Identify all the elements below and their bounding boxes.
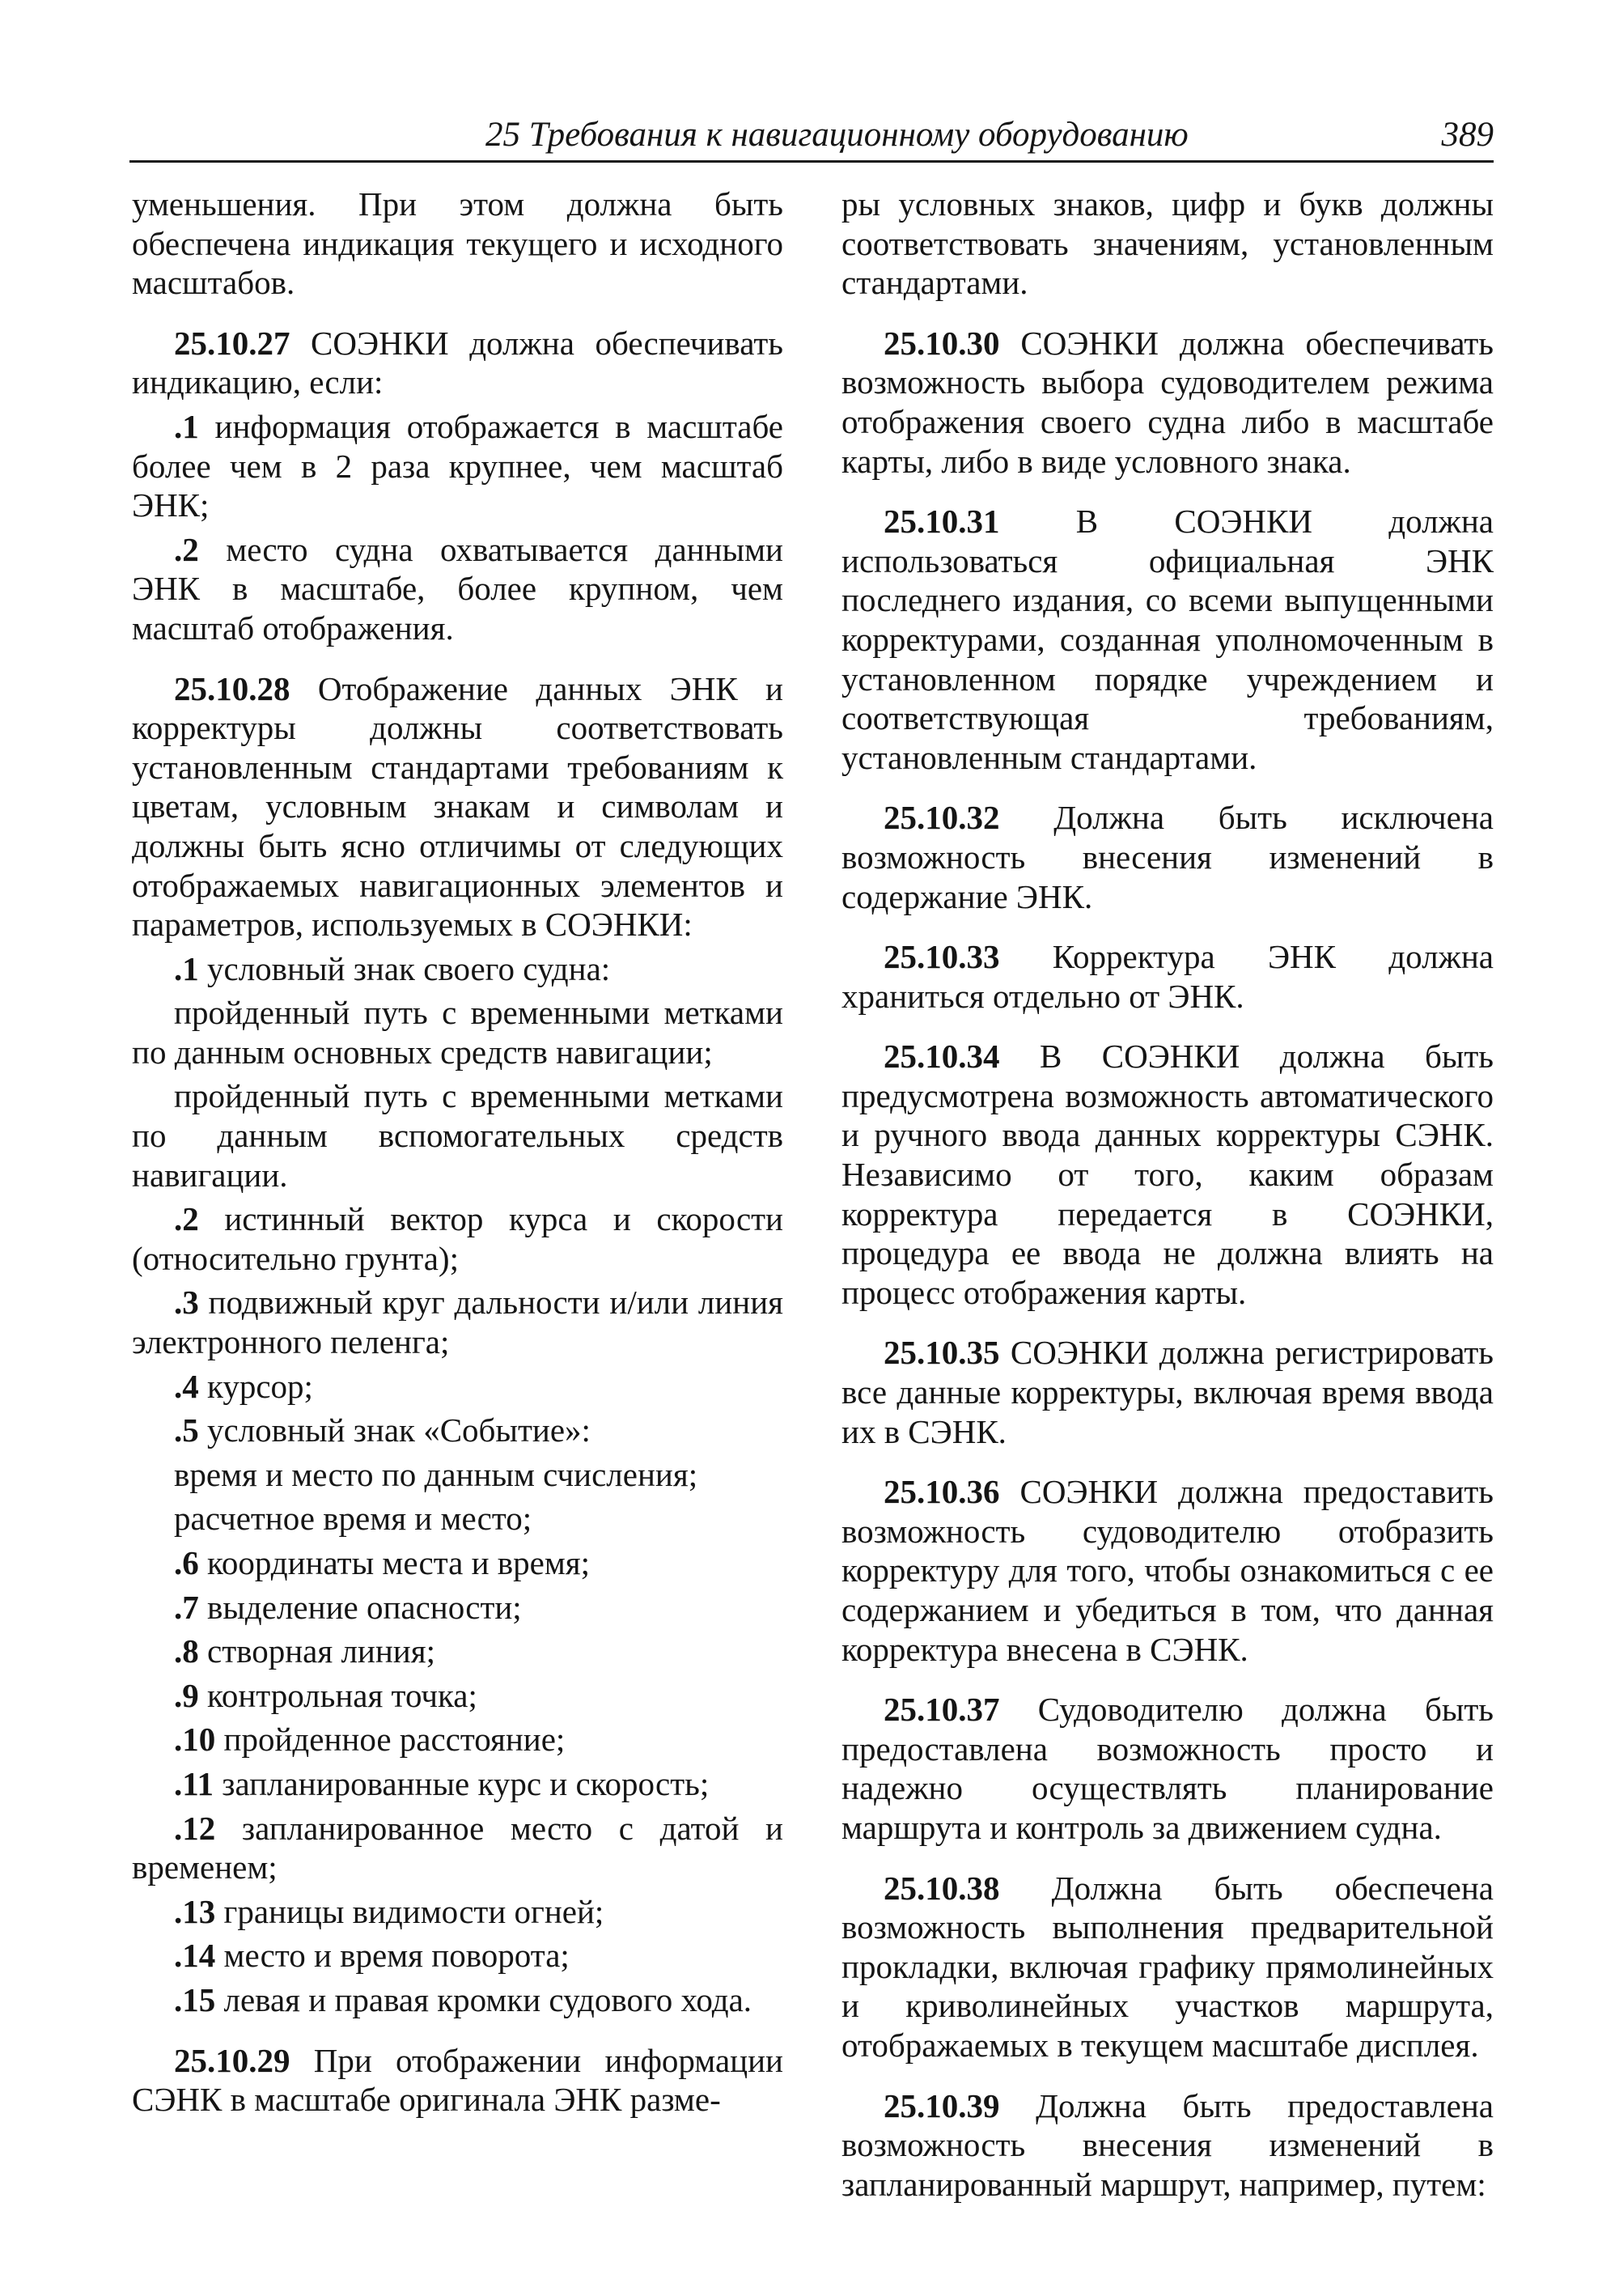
item-number: .12	[174, 1809, 216, 1847]
left-list-item	[132, 1543, 783, 1583]
item-number: .3	[174, 1284, 199, 1322]
right-column	[841, 185, 1494, 2204]
left-list-item	[132, 1455, 783, 1495]
paragraph-text: Должна быть обеспечена возможность выполнения предварительной прокладки, включая графику прямолинейных и криволинейных участков маршрута, отображаемых в текущем масштабе дисплея.	[841, 1869, 1494, 2064]
right-continued-text	[841, 185, 1494, 303]
item-number: 25.10.30	[884, 324, 1000, 362]
left-list-item	[132, 1367, 783, 1407]
left-list-item	[132, 1283, 783, 1361]
paragraph-text: ры условных знаков, цифр и букв должны соответствовать значениям, установленным стандартами.	[841, 185, 1494, 302]
item-number: 25.10.34	[884, 1038, 1000, 1076]
paragraph-text: створная линия;	[198, 1632, 435, 1670]
left-list-item	[132, 1411, 783, 1450]
left-list-item	[132, 1764, 783, 1804]
item-number: .6	[174, 1544, 199, 1581]
right-section-paragraph	[841, 2086, 1494, 2205]
item-number: 25.10.38	[884, 1869, 1000, 1907]
right-section-paragraph	[841, 324, 1494, 481]
right-section-paragraph	[841, 1690, 1494, 1847]
paragraph-text: СОЭНКИ должна предоставить возможность судоводителю отобразить корректуру для того, чтобы ознакомиться с ее содержанием и убедиться в том, что данная корректура внесена в СЭНК.	[841, 1473, 1494, 1668]
item-number: .5	[174, 1411, 199, 1449]
paragraph-text: истинный вектор курса и скорости (относительно грунта);	[132, 1200, 783, 1277]
left-section-paragraph	[132, 2041, 783, 2120]
item-number: 25.10.27	[174, 324, 290, 362]
left-list-item	[132, 1720, 783, 1759]
paragraph-text: запланированное место с датой и временем;	[132, 1809, 783, 1886]
item-number: 25.10.37	[884, 1691, 1000, 1729]
right-section-paragraph	[841, 1037, 1494, 1312]
right-section-paragraph	[841, 798, 1494, 916]
paragraph-text: информация отображается в масштабе более чем в 2 раза крупнее, чем масштаб ЭНК;	[132, 407, 783, 524]
paragraph-text: Судоводителю должна быть предоставлена возможность просто и надежно осуществлять планирование маршрута и контроль за движением судна.	[841, 1691, 1494, 1846]
paragraph-text: уменьшения. При этом должна быть обеспечена индикация текущего и исходного масштабов.	[132, 185, 783, 302]
item-number: .15	[174, 1980, 216, 2018]
paragraph-text: выделение опасности;	[198, 1588, 522, 1626]
paragraph-text: Должна быть предоставлена возможность внесения изменений в запланированный маршрут, например, путем:	[841, 2086, 1494, 2203]
left-list-item	[132, 1588, 783, 1628]
paragraph-text: СОЭНКИ должна обеспечивать возможность выбора судоводителем режима отображения своего судна либо в масштабе карты, либо в виде условного знака.	[841, 324, 1494, 480]
left-section-paragraph	[132, 669, 783, 944]
paragraph-text: В СОЭНКИ должна быть предусмотрена возможность автоматического и ручного ввода данных корректуры СЭНК. Независимо от того, каким образам корректура передается в СОЭНКИ, процедура ее ввода не должна влиять на процесс отображения карты.	[841, 1038, 1494, 1311]
left-list-item	[132, 1076, 783, 1195]
right-section-paragraph	[841, 937, 1494, 1016]
right-section-paragraph	[841, 1472, 1494, 1669]
item-number: .8	[174, 1632, 199, 1670]
header-title: 25 Требования к навигационному оборудованию	[485, 116, 1189, 154]
item-number: 25.10.35	[884, 1334, 1000, 1372]
left-continued-text	[132, 185, 783, 303]
item-number: 25.10.32	[884, 799, 1000, 837]
item-number: .13	[174, 1892, 216, 1930]
item-number: 25.10.36	[884, 1473, 1000, 1511]
paragraph-text: границы видимости огней;	[215, 1892, 604, 1930]
item-number: .4	[174, 1367, 199, 1405]
item-number: .1	[174, 407, 199, 445]
paragraph-text: Корректура ЭНК должна храниться отдельно от ЭНК.	[841, 938, 1494, 1015]
paragraph-text: СОЭНКИ должна регистрировать все данные корректуры, включая время ввода их в СЭНК.	[841, 1334, 1494, 1450]
left-list-item	[132, 1199, 783, 1278]
item-number: .2	[174, 1200, 199, 1238]
item-number: .2	[174, 530, 199, 568]
left-list-item	[132, 993, 783, 1072]
paragraph-text: условный знак своего судна:	[198, 949, 611, 987]
right-section-paragraph	[841, 1333, 1494, 1451]
item-number: .1	[174, 949, 199, 987]
page-number: 389	[1441, 116, 1494, 154]
paragraph-text: время и место по данным счисления;	[174, 1455, 698, 1493]
paragraph-text: Должна быть исключена возможность внесения изменений в содержание ЭНК.	[841, 799, 1494, 915]
left-list-item	[132, 407, 783, 525]
paragraph-text: пройденный путь с временными метками по данным вспомогательных средств навигации.	[132, 1077, 783, 1194]
paragraph-text: место и время поворота;	[215, 1937, 570, 1975]
paragraph-text: пройденное расстояние;	[215, 1721, 566, 1759]
paragraph-text: подвижный круг дальности и/или линия электронного пеленга;	[132, 1284, 783, 1361]
paragraph-text: контрольная точка;	[198, 1676, 477, 1714]
item-number: .10	[174, 1721, 216, 1759]
paragraph-text: расчетное время и место;	[174, 1500, 532, 1538]
paragraph-text: левая и правая кромки судового хода.	[215, 1980, 752, 2018]
item-number: 25.10.39	[884, 2086, 1000, 2124]
paragraph-text: место судна охватывается данными ЭНК в масштабе, более крупном, чем масштаб отображения.	[132, 530, 783, 647]
right-section-paragraph	[841, 502, 1494, 777]
paragraph-text: курсор;	[198, 1367, 313, 1405]
paragraph-text: При отображении информации СЭНК в масштабе оригинала ЭНК разме-	[132, 2041, 783, 2119]
left-list-item	[132, 1936, 783, 1976]
left-list-item	[132, 530, 783, 648]
left-list-item	[132, 1499, 783, 1538]
item-number: 25.10.29	[174, 2041, 290, 2079]
item-number: 25.10.31	[884, 503, 1000, 541]
paragraph-text: условный знак «Событие»:	[198, 1411, 591, 1449]
left-list-item	[132, 949, 783, 989]
left-section-paragraph	[132, 324, 783, 402]
running-header	[129, 115, 1494, 163]
item-number: .11	[174, 1764, 214, 1802]
paragraph-text: В СОЭНКИ должна использоваться официальная ЭНК последнего издания, со всеми выпущенными корректурами, созданная уполномоченным в установленном порядке учреждением и соответствующая требованиям, установленным стандартами.	[841, 503, 1494, 776]
paragraph-text: СОЭНКИ должна обеспечивать индикацию, если:	[132, 324, 783, 401]
left-list-item	[132, 1676, 783, 1716]
item-number: 25.10.28	[174, 669, 290, 707]
left-list-item	[132, 1809, 783, 1887]
paragraph-text: запланированные курс и скорость;	[214, 1764, 710, 1802]
paragraph-text: координаты места и время;	[198, 1544, 591, 1581]
left-column	[132, 185, 783, 2120]
left-list-item	[132, 1980, 783, 2020]
item-number: .9	[174, 1676, 199, 1714]
right-section-paragraph	[841, 1869, 1494, 2065]
item-number: .7	[174, 1588, 199, 1626]
item-number: .14	[174, 1937, 216, 1975]
left-list-item	[132, 1632, 783, 1671]
item-number: 25.10.33	[884, 938, 1000, 976]
left-list-item	[132, 1892, 783, 1932]
paragraph-text: Отображение данных ЭНК и корректуры должны соответствовать установленным стандартами требованиям к цветам, условным знакам и символам и должны быть ясно отличимы от следующих отображаемых навигационных элементов и параметров, используемых в СОЭНКИ:	[132, 669, 783, 944]
paragraph-text: пройденный путь с временными метками по данным основных средств навигации;	[132, 994, 783, 1071]
